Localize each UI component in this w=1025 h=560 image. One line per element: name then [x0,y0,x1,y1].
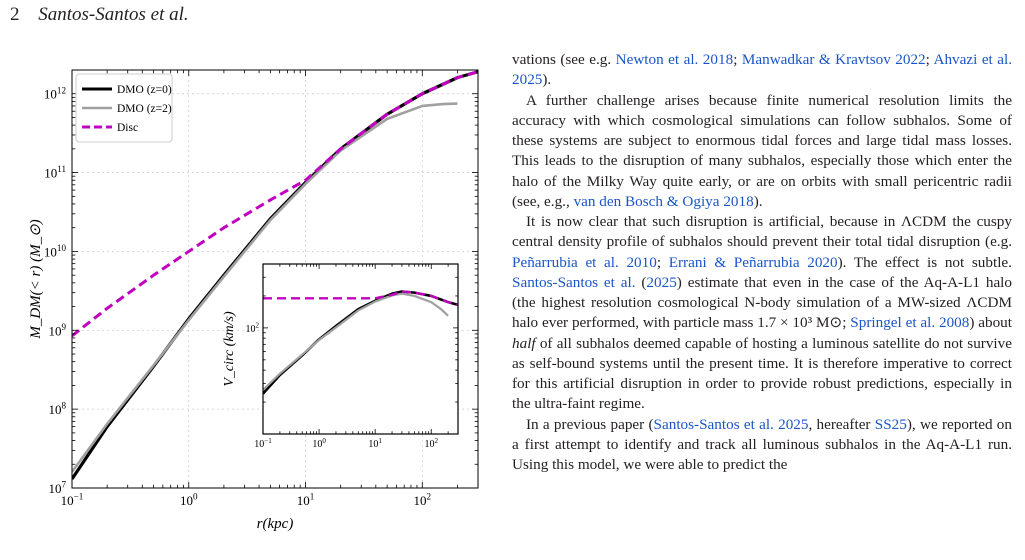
y-tick-label: $10^7$ [48,479,66,496]
inset-y-tick-label: $10^2$ [245,321,259,335]
running-head-authors: Santos-Santos et al. [38,4,189,25]
citation-link[interactable]: Peñarrubia et al. 2010 [512,253,657,271]
inset-plot [222,264,458,450]
citation-link[interactable]: Manwadkar & Kravtsov 2022 [741,51,926,68]
x-axis-label: r(kpc) [256,516,294,532]
inset-x-tick-label: $10^1$ [368,436,382,450]
text-run: of all subhalos deemed capable of hosting a luminous satellite do not survive as self-bound systems until the present time. It is therefore imperative to correct for this artificial disruption in order to provide robust predictions, especially in the ultra-faint regime. [512,334,1012,413]
inset-x-tick-label: $10^{-1}$ [254,436,272,450]
y-tick-label: $10^{12}$ [43,85,66,102]
legend [76,74,172,142]
x-tick-label: $10^2$ [413,491,432,508]
inset-x-tick-label: $10^2$ [424,436,438,450]
text-run: In a previous paper ( [526,415,654,433]
inset-x-tick-label: $10^0$ [312,436,326,450]
text-run: A further challenge arises because finite numerical resolution limits the accuracy with which cosmological simulations can follow subhalos. Some of these systems are subject to enormous tidal forces and large tidal mass losses. This leads to the disruption of many subhalos, especially those which enter the halo of the Milky Way quite early, or are on orbits with small pericentric radii (see, e.g., [512,91,1012,210]
citation-link[interactable]: Ahvazi et al. 2025 [512,51,1012,89]
legend-label: Disc [117,122,139,134]
citation-link[interactable]: Errani & Peñarrubia 2020 [668,253,838,271]
text-run: , hereafter [808,415,875,433]
paragraph-3 [512,212,1012,415]
paragraph-4 [512,415,1012,476]
citation-link[interactable]: Santos-Santos et al. 2025 [653,415,809,433]
x-tick-label: $10^1$ [296,491,315,508]
citation-link[interactable]: SS25 [874,415,907,433]
text-run: ; [733,51,742,68]
y-tick-label: $10^{11}$ [44,164,66,181]
citation-link[interactable]: van den Bosch & Ogiya 2018 [573,192,754,210]
x-tick-label: $10^0$ [179,491,198,508]
citation-link[interactable]: Springel et al. 2008 [850,314,970,332]
legend-label: DMO (z=2) [117,103,172,115]
emphasis: half [512,334,536,352]
y-tick-label: $10^{10}$ [43,242,66,260]
text-column [512,50,1012,475]
text-run: ), we reported on a first attempt to identify and track all luminous subhalos in the Aq-A-L1 run. Using this model, we were able to predict the [512,415,1012,473]
text-run: ; [656,253,669,271]
text-run: ; [925,51,934,68]
text-run: ( [635,273,647,291]
inset-y-axis-label: V_circ (km/s) [222,311,237,387]
paragraph-1 [512,50,1012,91]
y-tick-label: $10^8$ [48,400,66,418]
inset-background [263,264,458,434]
mass-profile-figure [0,40,510,560]
text-run: vations (see e.g. [512,51,616,68]
paragraph-2 [512,91,1012,213]
citation-link[interactable]: 2025 [646,273,677,291]
legend-label: DMO (z=0) [117,84,172,96]
citation-link[interactable]: Newton et al. 2018 [615,51,734,68]
text-run: ). The effect is not subtle. [837,253,1012,271]
page-header [10,4,189,26]
text-run: ). [542,71,552,89]
text-run: ) estimate that even in the case of the Aq-A-L1 halo (the highest resolution cosmological N-body simulation of a MW-sized ΛCDM halo ever performed, with particle mass 1.7 × 10³ M⊙; [512,273,1012,332]
text-run: ) about [969,314,1012,332]
x-tick-label: $10^{-1}$ [60,491,84,508]
page-number: 2 [10,4,20,25]
y-axis-label: M_DM(< r) (M_⊙) [28,219,44,339]
text-run: ). [753,192,763,210]
text-run: It is now clear that such disruption is artificial, because in ΛCDM the cuspy central density profile of subhalos should prevent their total tidal disruption (e.g. [512,213,1012,251]
y-tick-label: $10^9$ [48,321,66,339]
citation-link[interactable]: Santos-Santos et al. [512,273,636,291]
